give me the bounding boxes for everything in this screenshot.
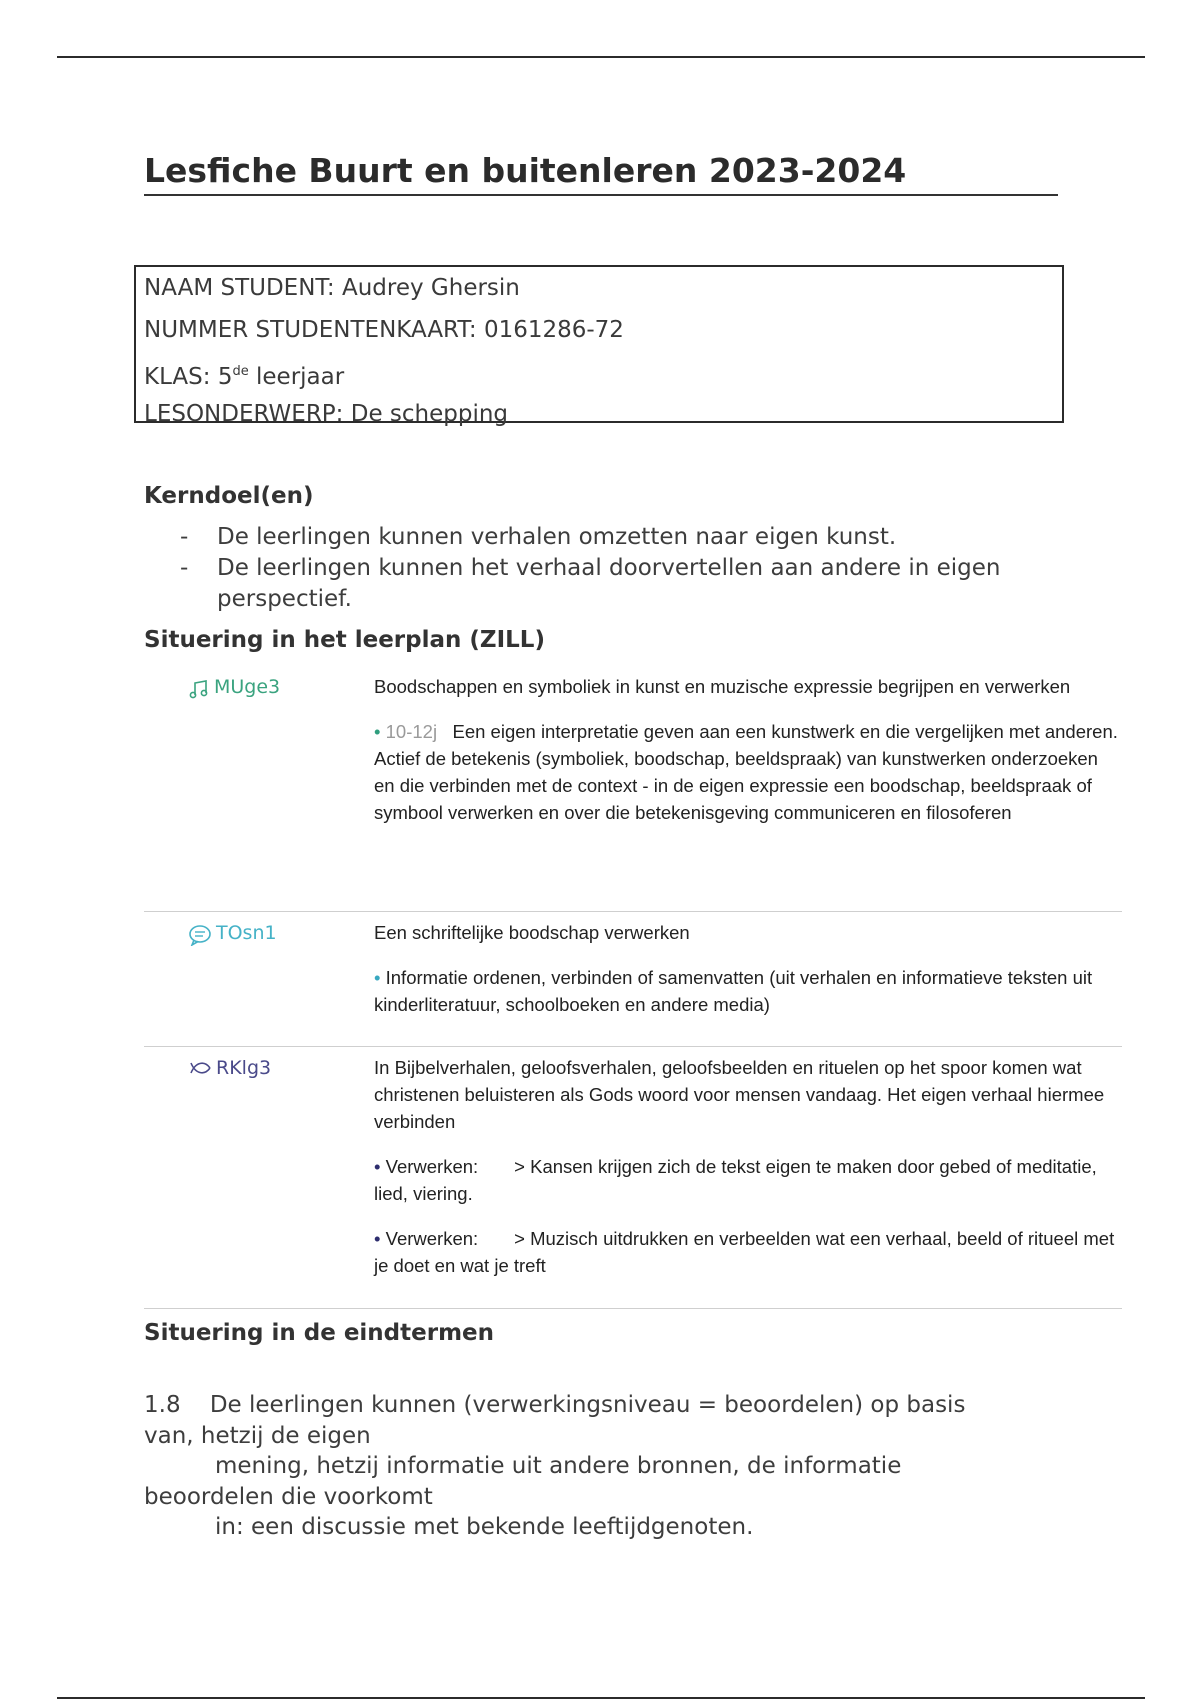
- zill-row: [144, 1047, 1122, 1309]
- zill-goal-title: Boodschappen en symboliek in kunst en muzische expressie begrijpen en verwerken: [374, 676, 1071, 697]
- student-class: KLAS: 5de leerjaar: [144, 364, 345, 390]
- student-name: NAAM STUDENT: Audrey Ghersin: [144, 275, 520, 301]
- zill-description: [374, 1047, 1122, 1308]
- zill-heading: Situering in het leerplan (ZILL): [144, 627, 545, 653]
- student-card-number: NUMMER STUDENTENKAART: 0161286-72: [144, 317, 624, 343]
- zill-description: [374, 912, 1122, 1046]
- zill-description: [374, 666, 1122, 911]
- student-info-box: [134, 265, 1064, 427]
- zill-code: TOsn1: [144, 912, 374, 1046]
- music-note-icon: [188, 678, 210, 700]
- page-title: Lesfiche Buurt en buitenleren 2023-2024: [144, 150, 1058, 196]
- eindterm-line: beoordelen die voorkomt: [144, 1483, 433, 1510]
- list-item: - De leerlingen kunnen verhalen omzetten naar eigen kunst.: [180, 524, 897, 550]
- page-bottom-rule: [57, 1697, 1145, 1699]
- zill-goal-bullet: • Verwerken: > Kansen krijgen zich de tekst eigen te maken door gebed of meditatie, lied, viering.: [374, 1156, 1097, 1204]
- kerndoelen-heading: Kerndoel(en): [144, 483, 314, 509]
- zill-row: [144, 666, 1122, 912]
- zill-code: RKlg3: [144, 1047, 374, 1308]
- eindterm-number: 1.8: [144, 1392, 181, 1418]
- zill-goal-bullet: • 10-12j Een eigen interpretatie geven aan een kunstwerk en die vergelijken met anderen. Actief de betekenis (symboliek, boodschap, beeldspraak) van kunstwerken onderzoeken en die verbinden met de context - in de eigen expressie een boodschap, beeldspraak of symbool verwerken en over die betekenisgeving communiceren en filosoferen: [374, 721, 1118, 823]
- zill-table: [144, 666, 1122, 1309]
- zill-code: MUge3: [144, 666, 374, 911]
- list-item: - De leerlingen kunnen het verhaal doorvertellen aan andere in eigen perspectief.: [180, 555, 1001, 612]
- zill-goal-title: In Bijbelverhalen, geloofsverhalen, geloofsbeelden en rituelen op het spoor komen wat christenen beluisteren als Gods woord voor mensen vandaag. Het eigen verhaal hiermee verbinden: [374, 1057, 1105, 1132]
- lesson-subject: LESONDERWERP: De schepping: [144, 401, 509, 427]
- zill-goal-title: Een schriftelijke boodschap verwerken: [374, 922, 690, 943]
- eindterm-line: in: een discussie met bekende leeftijdgenoten.: [215, 1514, 754, 1540]
- eindterm-text: [144, 1390, 1044, 1543]
- speech-bubble-icon: [188, 924, 212, 946]
- eindterm-line: 1.8 De leerlingen kunnen (verwerkingsniveau = beoordelen) op basis: [144, 1392, 966, 1418]
- eindterm-line: van, hetzij de eigen: [144, 1422, 371, 1449]
- zill-row: [144, 912, 1122, 1047]
- kerndoelen-list: [144, 522, 1084, 615]
- fish-icon: [188, 1059, 212, 1077]
- eindterm-line: mening, hetzij informatie uit andere bronnen, de informatie: [215, 1453, 902, 1479]
- zill-goal-bullet: • Informatie ordenen, verbinden of samenvatten (uit verhalen en informatieve teksten uit kinderliteratuur, schoolboeken en andere media): [374, 967, 1093, 1015]
- eindtermen-heading: Situering in de eindtermen: [144, 1320, 495, 1346]
- zill-goal-bullet: • Verwerken: > Muzisch uitdrukken en verbeelden wat een verhaal, beeld of ritueel met je doet en wat je treft: [374, 1228, 1115, 1276]
- page-top-rule: [57, 56, 1145, 58]
